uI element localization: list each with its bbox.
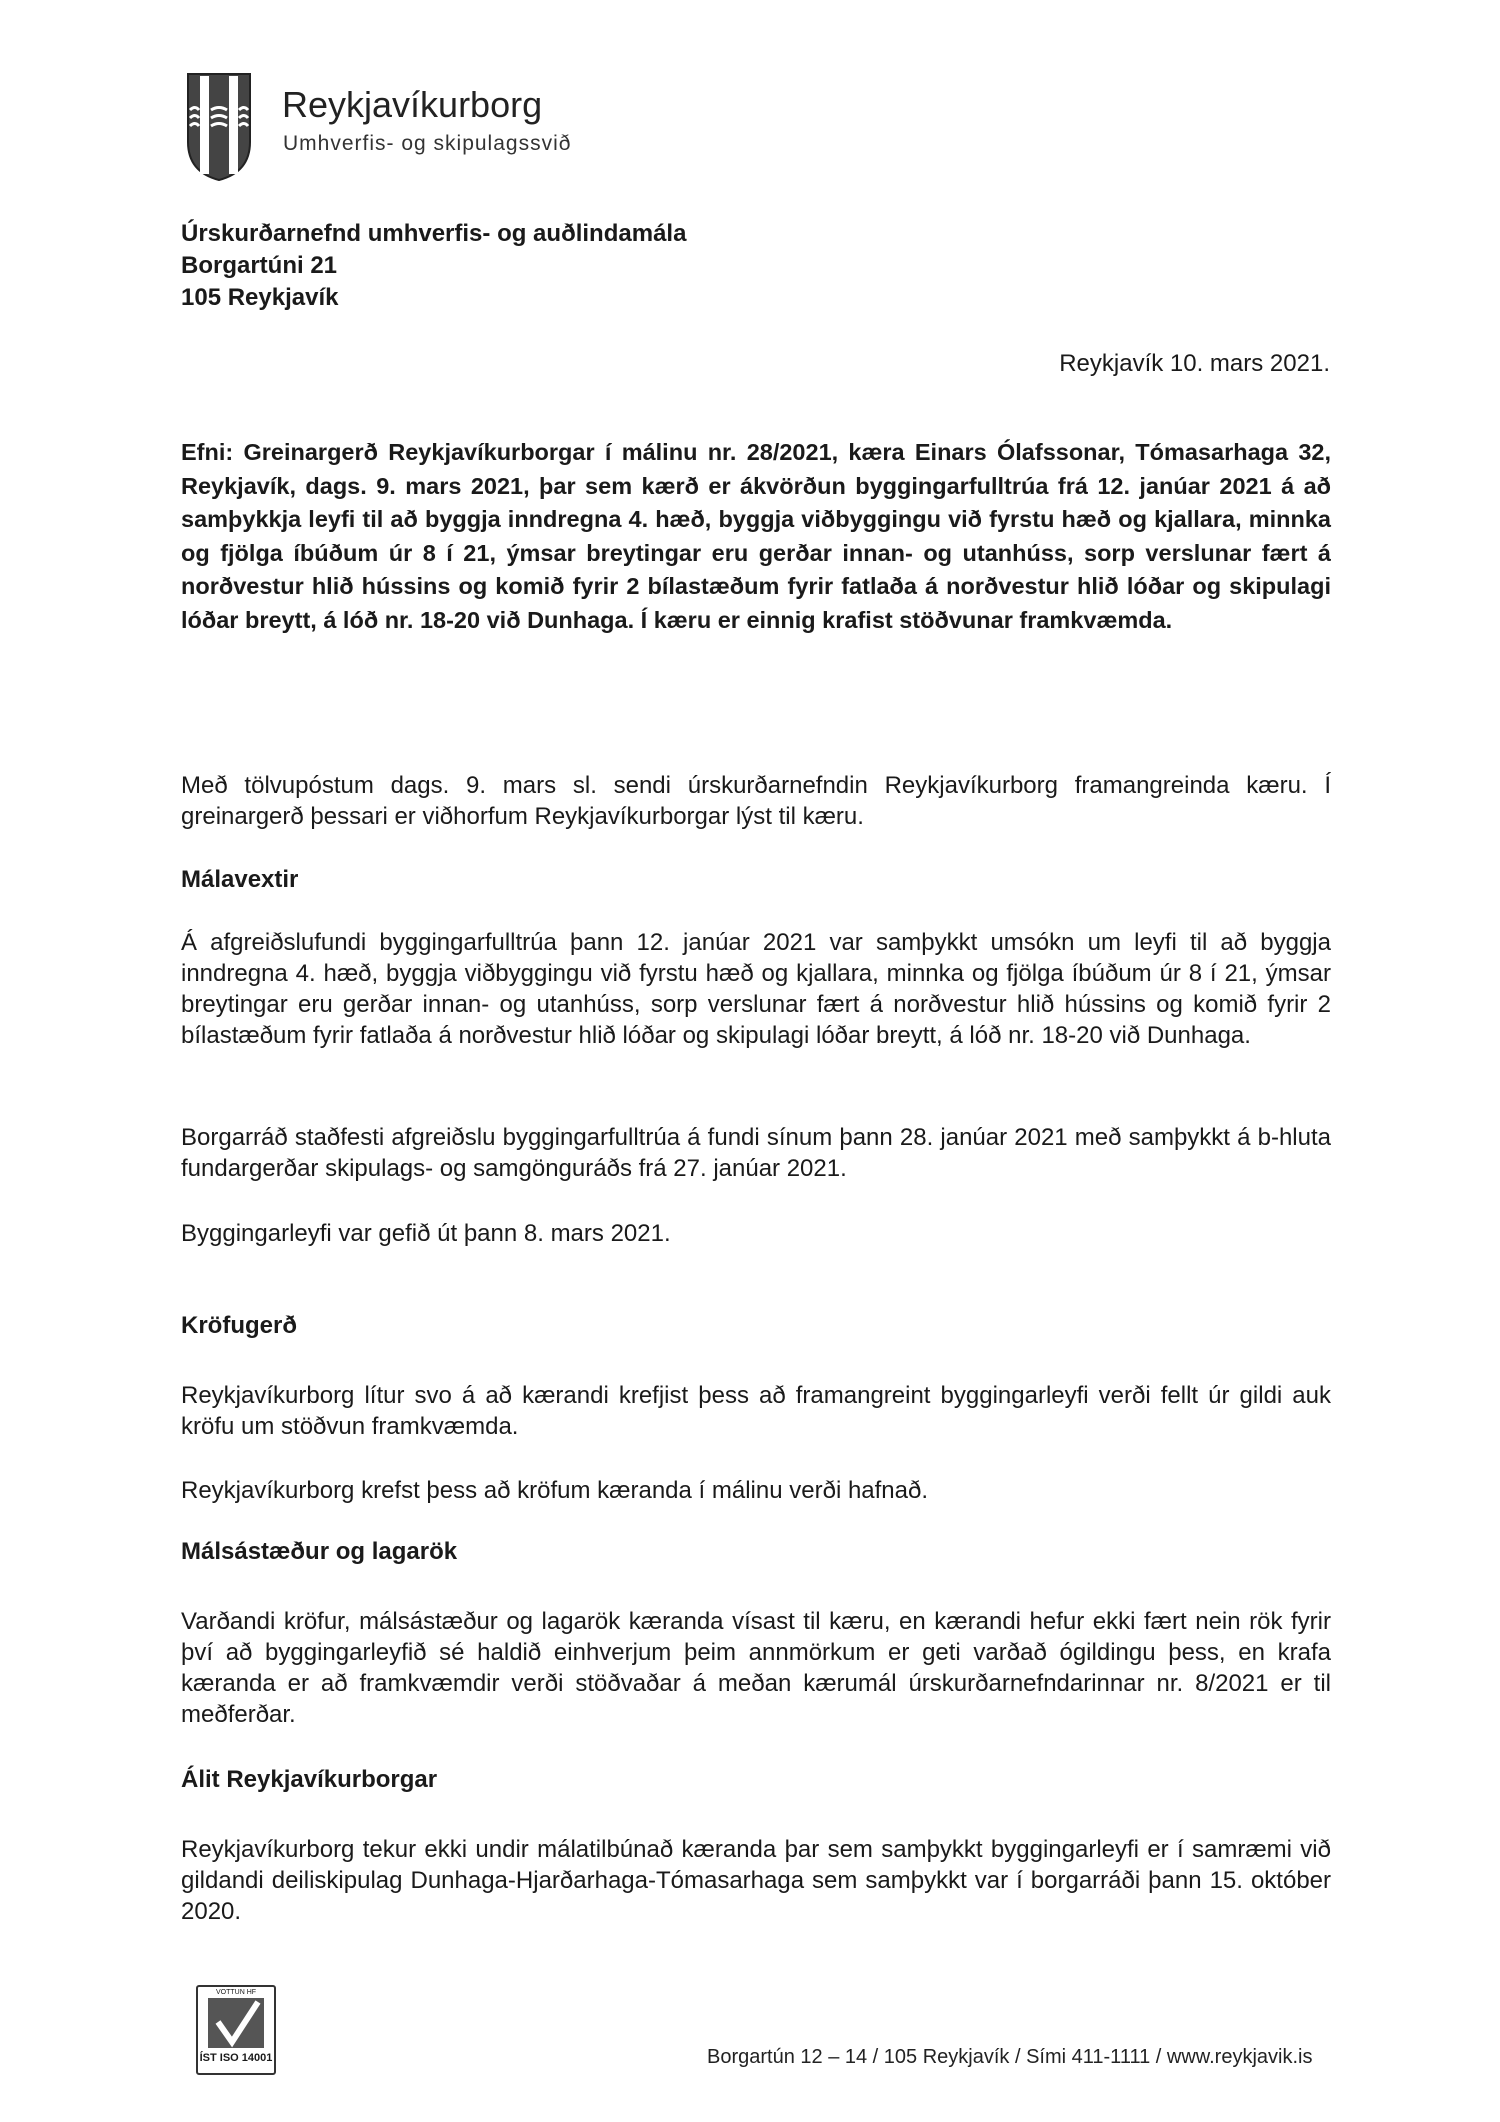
recipient-address	[181, 218, 686, 314]
reykjavik-coat-of-arms-logo	[186, 72, 252, 182]
footer-address: Borgartún 12 – 14 / 105 Reykjavík / Sími 411-1111 / www.reykjavik.is	[707, 2046, 1313, 2068]
malsastaedur-paragraph: Varðandi kröfur, málsástæður og lagarök kæranda vísast til kæru, en kærandi hefur ekki fært nein rök fyrir því að byggingarleyfið sé haldið einhverjum þeim annmörkum er geti varðað ógildingu þess, en krafa kæranda er að framkvæmdir verði stöðvaðar á meðan kærumál úrskurðarnefndarinnar nr. 8/2021 er til meðferðar.	[181, 1608, 1331, 1728]
organization-name: Reykjavíkurborg	[282, 84, 543, 125]
department-name: Umhverfis- og skipulagssvið	[283, 132, 572, 155]
iso-badge-top-text: VOTTUN HF	[215, 1989, 257, 1996]
checkmark-icon	[208, 1998, 264, 2048]
heading-alit: Álit Reykjavíkurborgar	[181, 1766, 438, 1793]
recipient-street: Borgartúni 21	[181, 252, 338, 279]
recipient-name: Úrskurðarnefnd umhverfis- og auðlindamála	[181, 220, 687, 247]
malavextir-paragraph-2: Borgarráð staðfesti afgreiðslu byggingarfulltrúa á fundi sínum þann 28. janúar 2021 með samþykkt á b-hluta fundargerðar skipulags- og samgönguráðs frá 27. janúar 2021.	[181, 1124, 1331, 1182]
malavextir-paragraph-1: Á afgreiðslufundi byggingarfulltrúa þann 12. janúar 2021 var samþykkt umsókn um leyfi til að byggja inndregna 4. hæð, byggja viðbyggingu við fyrstu hæð og kjallara, minnka og fjölga íbúðum úr 8 í 21, ýmsar breytingar eru gerðar innan- og utanhúss, sorp verslunar fært á norðvestur hlið hússins og komið fyrir 2 bílastæðum fyrir fatlaða á norðvestur hlið lóðar og skipulagi lóðar breytt, á lóð nr. 18-20 við Dunhaga.	[181, 929, 1331, 1049]
letter-date: Reykjavík 10. mars 2021.	[1059, 350, 1330, 377]
recipient-city: 105 Reykjavík	[181, 284, 339, 311]
krofugerd-paragraph-2: Reykjavíkurborg krefst þess að kröfum kæranda í málinu verði hafnað.	[181, 1477, 929, 1504]
heading-krofugerd: Kröfugerð	[181, 1312, 297, 1339]
heading-malavextir: Málavextir	[181, 866, 299, 893]
krofugerd-paragraph-1: Reykjavíkurborg lítur svo á að kærandi krefjist þess að framangreint byggingarleyfi verði fellt úr gildi auk kröfu um stöðvun framkvæmda.	[181, 1382, 1331, 1440]
intro-paragraph: Með tölvupóstum dags. 9. mars sl. sendi úrskurðarnefndin Reykjavíkurborg framangreinda kæru. Í greinargerð þessari er viðhorfum Reykjavíkurborgar lýst til kæru.	[181, 772, 1331, 830]
malavextir-paragraph-3: Byggingarleyfi var gefið út þann 8. mars 2021.	[181, 1220, 671, 1247]
heading-malsastaedur: Málsástæður og lagarök	[181, 1538, 458, 1565]
subject-line: Efni: Greinargerð Reykjavíkurborgar í málinu nr. 28/2021, kæra Einars Ólafssonar, Tómasarhaga 32, Reykjavík, dags. 9. mars 2021, þar sem kærð er ákvörðun byggingarfulltrúa frá 12. janúar 2021 á að samþykkja leyfi til að byggja inndregna 4. hæð, byggja viðbyggingu við fyrstu hæð og kjallara, minnka og fjölga íbúðum úr 8 í 21, ýmsar breytingar eru gerðar innan- og utanhúss, sorp verslunar fært á norðvestur hlið hússins og komið fyrir 2 bílastæðum fyrir fatlaða á norðvestur hlið lóðar og skipulagi lóðar breytt, á lóð nr. 18-20 við Dunhaga. Í kæru er einnig krafist stöðvunar framkvæmda.	[181, 439, 1331, 633]
iso-certification-badge	[196, 1985, 276, 2075]
iso-badge-bottom-text: ÍST ISO 14001	[199, 2052, 273, 2064]
alit-paragraph: Reykjavíkurborg tekur ekki undir málatilbúnað kæranda þar sem samþykkt byggingarleyfi er í samræmi við gildandi deiliskipulag Dunhaga-Hjarðarhaga-Tómasarhaga sem samþykkt var í borgarráði þann 15. október 2020.	[181, 1836, 1331, 1925]
